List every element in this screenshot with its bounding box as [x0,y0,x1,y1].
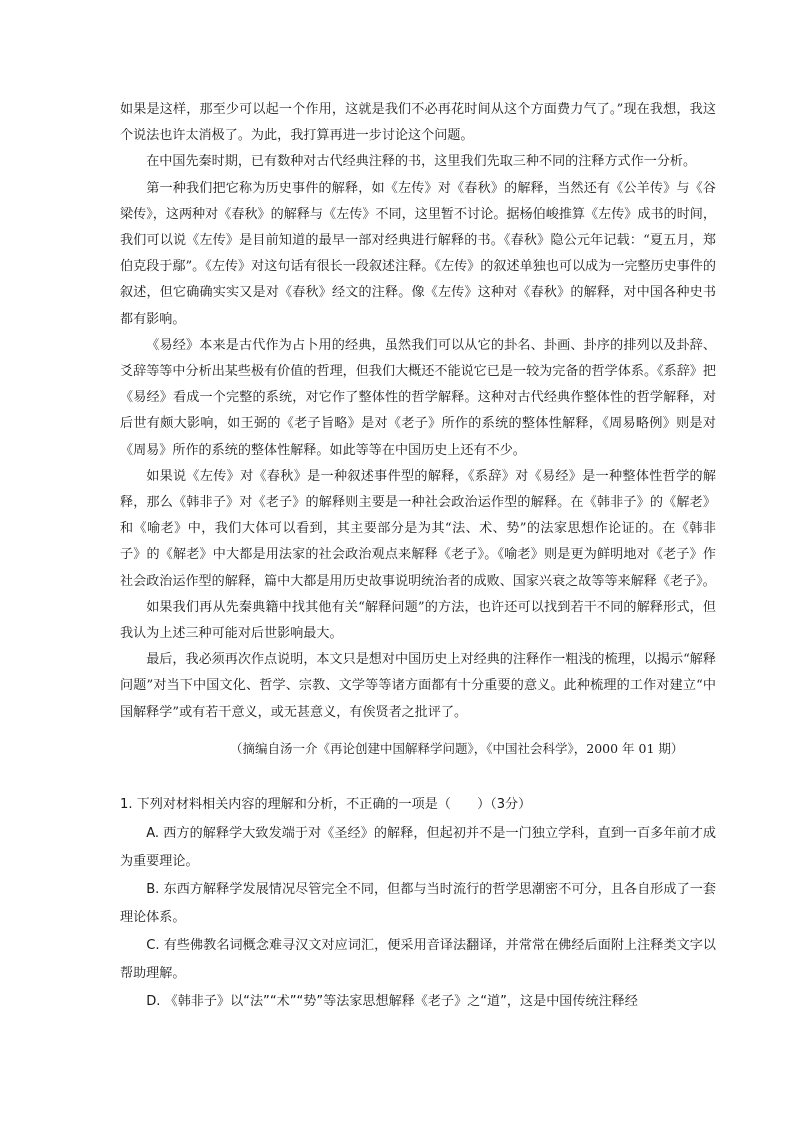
paragraph-1: 如果是这样，那至少可以起一个作用，这就是我们不必再花时间从这个方面费力气了。”现在我想，我这个说法也许太消极了。为此，我打算再进一步讨论这个问题。 [120,102,716,144]
question-1 [120,794,716,1016]
option-c[interactable]: C. 有些佛教名词概念难寻汉文对应词汇，便采用音译法翻译，并常常在佛经后面附上注释类文字以帮助理解。 [120,938,716,981]
question-stem: 1. 下列对材料相关内容的理解和分析，不正确的一项是（ ）（3分） [120,797,532,812]
option-a[interactable]: A. 西方的解释学大致发端于对《圣经》的解释，但起初并不是一门独立学科，直到一百多年前才成为重要理论。 [120,826,716,869]
passage-body [120,97,716,726]
paragraph-4: 《易经》本来是古代作为占卜用的经典，虽然我们可以从它的卦名、卦画、卦序的排列以及卦辞、爻辞等等中分析出某些极有价值的哲理，但我们大概还不能说它已是一较为完备的哲学体系。《系辞》把《易经》看成一个完整的系统，对它作了整体性的哲学解释。这种对古代经典作整体性的哲学解释，对后世有颇大影响，如王弼的《老子旨略》是对《老子》所作的系统的整体性解释，《周易略例》则是对《周易》所作的系统的整体性解释。如此等等在中国历史上还有不少。 [120,337,716,458]
paragraph-2: 在中国先秦时期，已有数种对古代经典注释的书，这里我们先取三种不同的注释方式作一分析。 [146,154,697,170]
source-citation: （摘编自汤一介《再论创建中国解释学问题》，《中国社会科学》，2000 年 01 期） [230,741,684,756]
paragraph-5: 如果说《左传》对《春秋》是一种叙述事件型的解释，《系辞》对《易经》是一种整体性哲学的解释，那么《韩非子》对《老子》的解释则主要是一种社会政治运作型的解释。在《韩非子》的《解老》和《喻老》中，我们大体可以看到，其主要部分是为其“法、术、势”的法家思想作论证的。在《韩非子》的《解老》中大都是用法家的社会政治观点来解释《老子》。《喻老》则是更为鲜明地对《老子》作社会政治运作型的解释，篇中大都是用历史故事说明统治者的成败、国家兴衰之故等等来解释《老子》。 [120,468,716,589]
paragraph-3: 第一种我们把它称为历史事件的解释，如《左传》对《春秋》的解释，当然还有《公羊传》与《谷梁传》，这两种对《春秋》的解释与《左传》不同，这里暂不讨论。据杨伯峻推算《左传》成书的时间，我们可以说《左传》是目前知道的最早一部对经典进行解释的书。《春秋》隐公元年记载：“夏五月，郑伯克段于鄢”。《左传》对这句话有很长一段叙述注释。《左传》的叙述单独也可以成为一完整历史事件的叙述，但它确确实实又是对《春秋》经文的注释。像《左传》这种对《春秋》的解释，对中国各种史书都有影响。 [120,180,716,327]
option-d[interactable]: D. 《韩非子》以“法”“术”“势”等法家思想解释《老子》之“道”，这是中国传统注释经 [146,994,638,1009]
option-list [120,820,716,1016]
paragraph-7: 最后，我必须再次作点说明，本文只是想对中国历史上对经典的注释作一粗浅的梳理，以揭示“解释问题”对当下中国文化、哲学、宗教、文学等等诸方面都有十分重要的意义。此种梳理的工作对建立“中国解释学”或有若干意义，或无甚意义，有俟贤者之批评了。 [120,652,716,720]
paragraph-6: 如果我们再从先秦典籍中找其他有关“解释问题”的方法，也许还可以找到若干不同的解释形式，但我认为上述三种可能对后世影响最大。 [120,599,716,642]
option-b[interactable]: B. 东西方解释学发展情况尽管完全不同，但都与当时流行的哲学思潮密不可分，且各自形成了一套理论体系。 [120,882,716,925]
